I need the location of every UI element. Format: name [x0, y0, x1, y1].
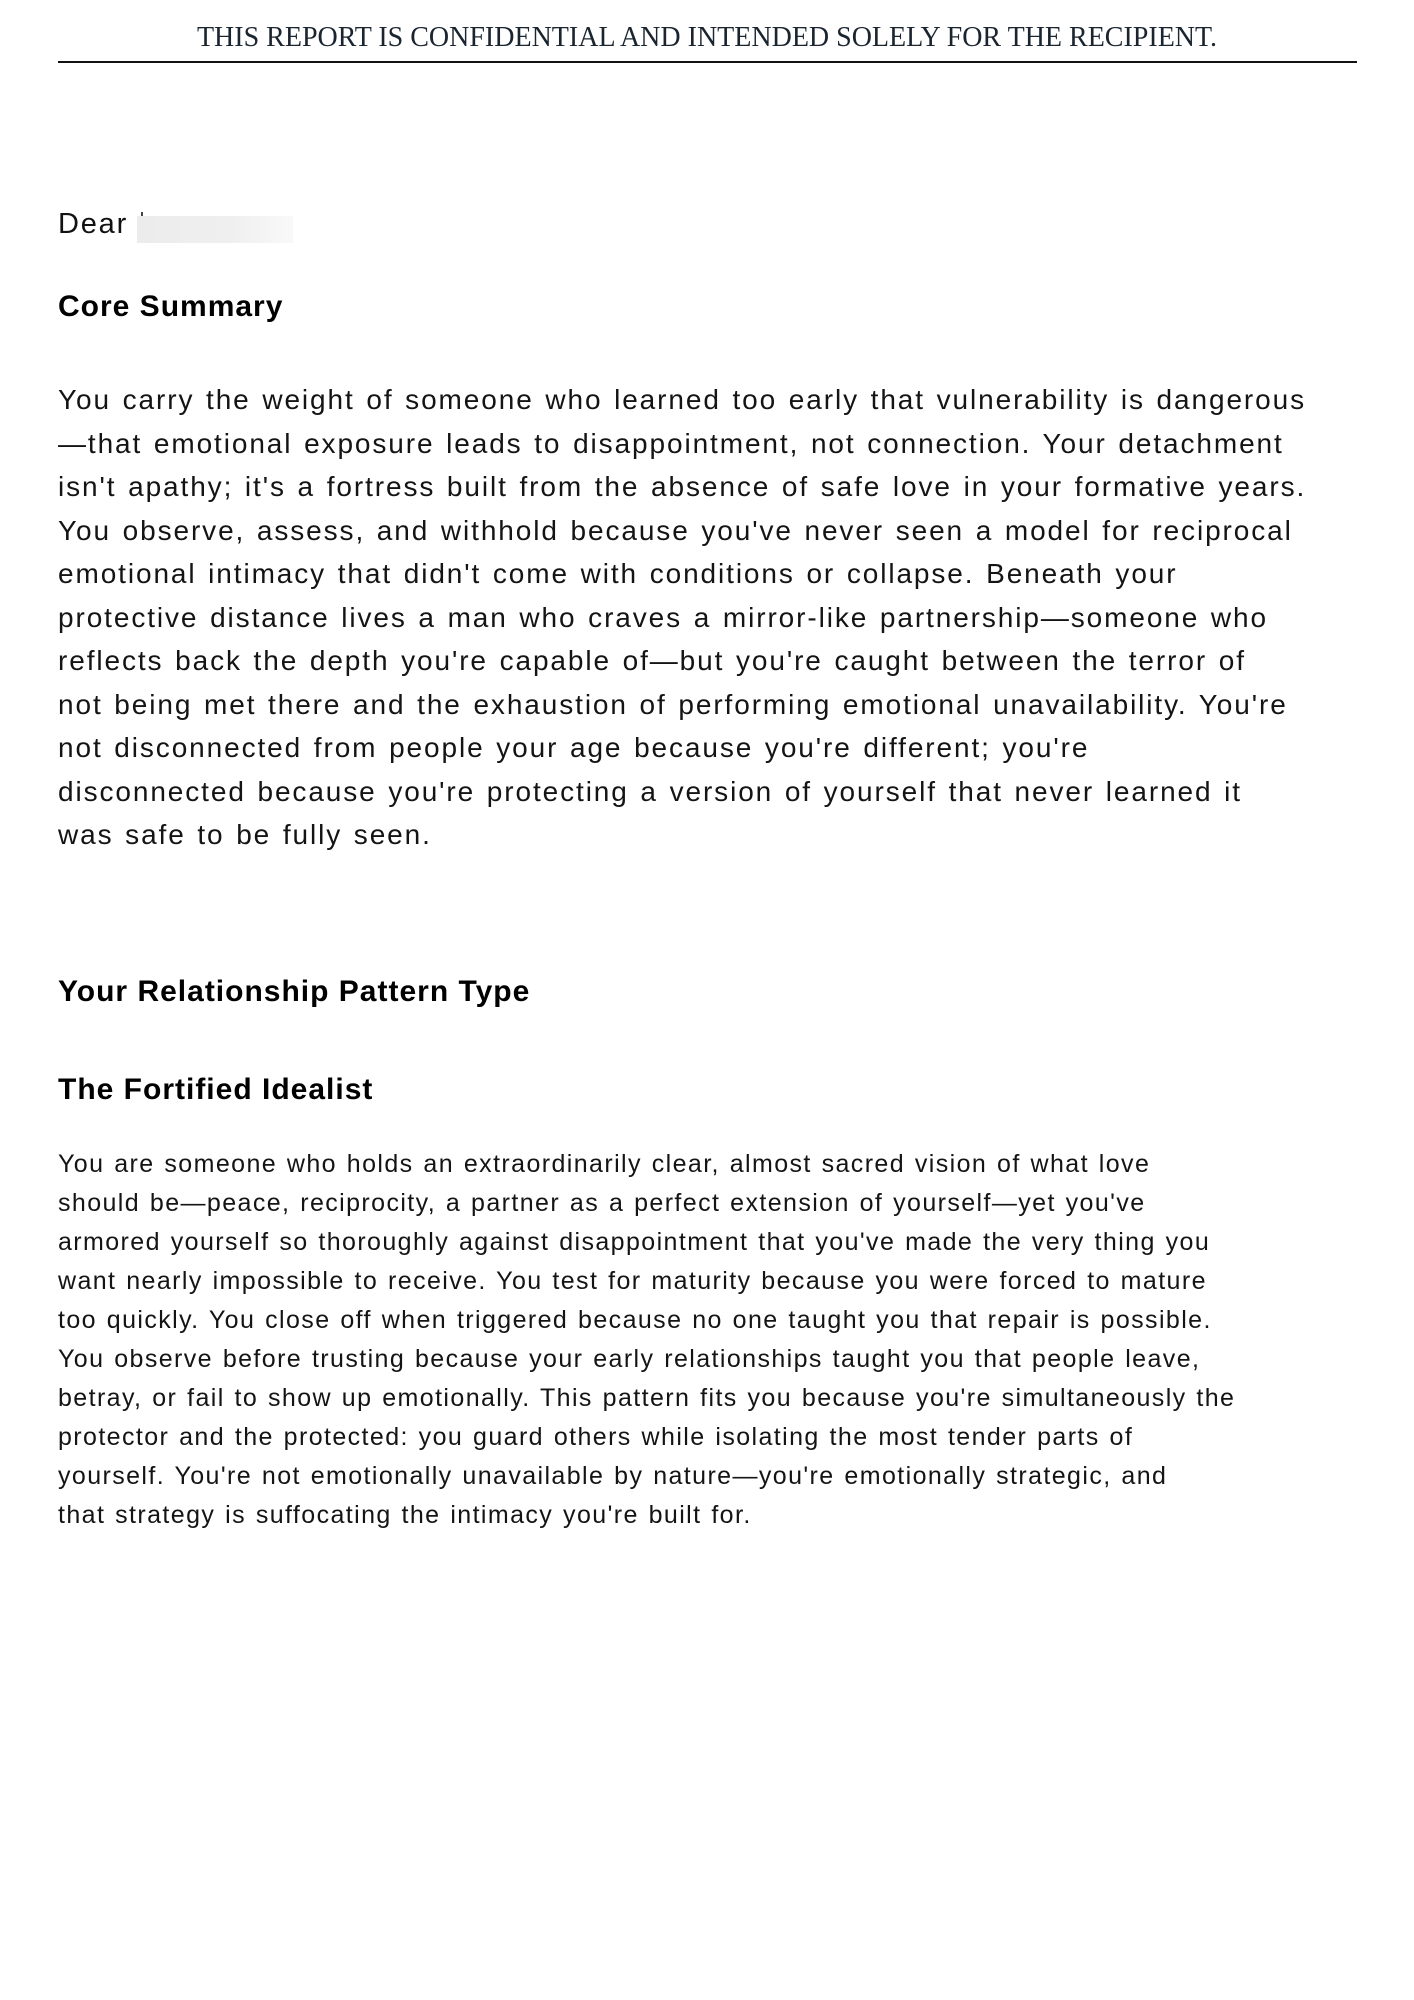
core-summary-paragraph — [58, 378, 1306, 857]
paragraph-line: yourself. You're not emotionally unavailable by nature—you're emotionally strategic, and — [58, 1462, 1168, 1490]
paragraph-line: You carry the weight of someone who learned too early that vulnerability is dangerous — [58, 384, 1306, 415]
paragraph-line: want nearly impossible to receive. You test for maturity because you were forced to mature — [58, 1267, 1207, 1295]
paragraph-line: reflects back the depth you're capable of—but you're caught between the terror of — [58, 645, 1246, 676]
paragraph-line: armored yourself so thoroughly against disappointment that you've made the very thing you — [58, 1228, 1211, 1256]
paragraph-line: You are someone who holds an extraordinarily clear, almost sacred vision of what love — [58, 1150, 1151, 1178]
paragraph-line: not being met there and the exhaustion of performing emotional unavailability. You're — [58, 688, 1288, 720]
paragraph-line: —that emotional exposure leads to disappointment, not connection. Your detachment — [58, 427, 1284, 459]
relationship-pattern-heading: Your Relationship Pattern Type — [58, 975, 531, 1008]
confidentiality-notice: THIS REPORT IS CONFIDENTIAL AND INTENDED SOLELY FOR THE RECIPIENT. — [196, 22, 1218, 53]
paragraph-line: too quickly. You close off when triggered because no one taught you that repair is possible. — [58, 1306, 1212, 1334]
pattern-type-name: The Fortified Idealist — [58, 1073, 374, 1106]
paragraph-line: was safe to be fully seen. — [58, 819, 432, 850]
paragraph-line: not disconnected from people your age because you're different; you're — [58, 732, 1090, 763]
paragraph-line: emotional intimacy that didn't come with conditions or collapse. Beneath your — [58, 558, 1178, 589]
paragraph-line: disconnected because you're protecting a version of yourself that never learned it — [58, 775, 1242, 807]
paragraph-line: You observe before trusting because your early relationships taught you that people leave, — [58, 1345, 1201, 1373]
greeting-salutation: Dear — [58, 208, 129, 240]
paragraph-line: protector and the protected: you guard others while isolating the most tender parts of — [58, 1423, 1134, 1451]
core-summary-heading: Core Summary — [58, 290, 284, 323]
paragraph-line: You observe, assess, and withhold because you've never seen a model for reciprocal — [58, 514, 1293, 546]
pattern-description-paragraph — [58, 1145, 1235, 1535]
header-divider — [58, 61, 1357, 63]
paragraph-line: protective distance lives a man who craves a mirror-like partnership—someone who — [58, 601, 1268, 633]
paragraph-line: should be—peace, reciprocity, a partner as a perfect extension of yourself—yet you've — [58, 1189, 1146, 1217]
paragraph-line: that strategy is suffocating the intimacy you're built for. — [58, 1501, 752, 1529]
redacted-recipient-name — [137, 216, 293, 243]
paragraph-line: betray, or fail to show up emotionally. This pattern fits you because you're simultaneously the — [58, 1384, 1236, 1412]
paragraph-line: isn't apathy; it's a fortress built from the absence of safe love in your formative years. — [58, 471, 1307, 502]
